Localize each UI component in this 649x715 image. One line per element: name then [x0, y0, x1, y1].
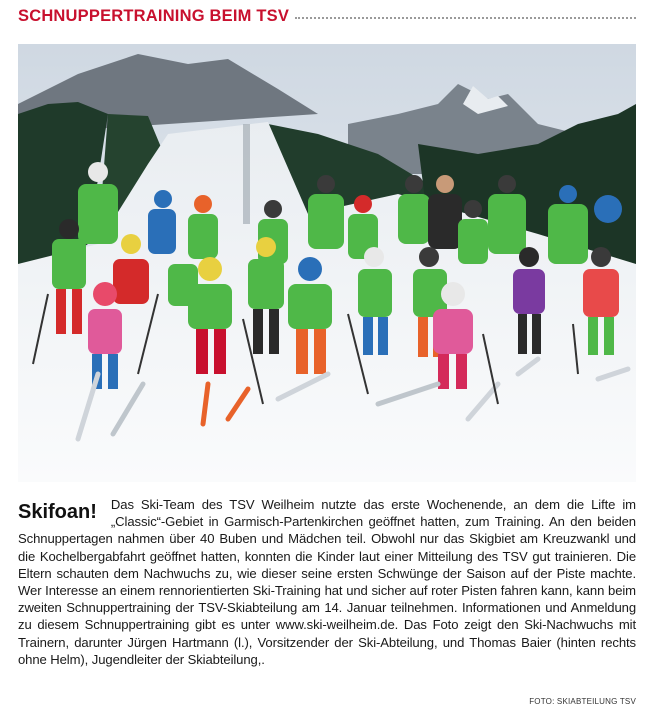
article-header	[18, 4, 636, 28]
article-kicker: Skifoan!	[18, 501, 97, 523]
photo-credit: FOTO: SKIABTEILUNG TSV	[523, 697, 636, 706]
section-title: SCHNUPPERTRAINING BEIM TSV	[18, 6, 290, 25]
article-body: Das Ski-Team des TSV Weilheim nutzte das erste Wochenende, an dem die Lifte im „Classic“-Gebiet in Garmisch-Partenkirchen geöffnet hatten, zum Training. An den beiden Schnuppertagen nahmen über 40 Buben und Mädchen teil. Obwohl nur das Skigbiet am Kreuzwankl und die Kochelbergabfahrt geöffnet hatten, konnten die Kinder laut einer Mitteilung des TSV gut trainieren. Die Eltern schauten dem Nachwuchs zu, wie dieser seine ersten Schwünge der Saison auf der Piste machte. Wer Interesse an einem rennorientierten Ski-Training hat und sicher auf roter Pisten fahren kann, kann beim zweiten Schnuppertraining der TSV-Skiabteilung am 14. Januar teilnehmen. Informationen und Anmeldung zu diesem Schnuppertraining gibt es unter www.ski-weilheim.de. Das Foto zeigt den Ski-Nachwuchs mit Trainern, darunter Jürgen Hartmann (l.), Vorsitzender der Ski-Abteilung, und Thomas Baier (hinten rechts ohne Helm), Jugendleiter der Skiabteilung,.	[18, 497, 636, 667]
photo-illustration	[18, 44, 636, 482]
article	[18, 496, 636, 708]
group-photo	[18, 44, 636, 482]
snow-cannon	[594, 195, 622, 223]
header-divider	[295, 17, 636, 19]
